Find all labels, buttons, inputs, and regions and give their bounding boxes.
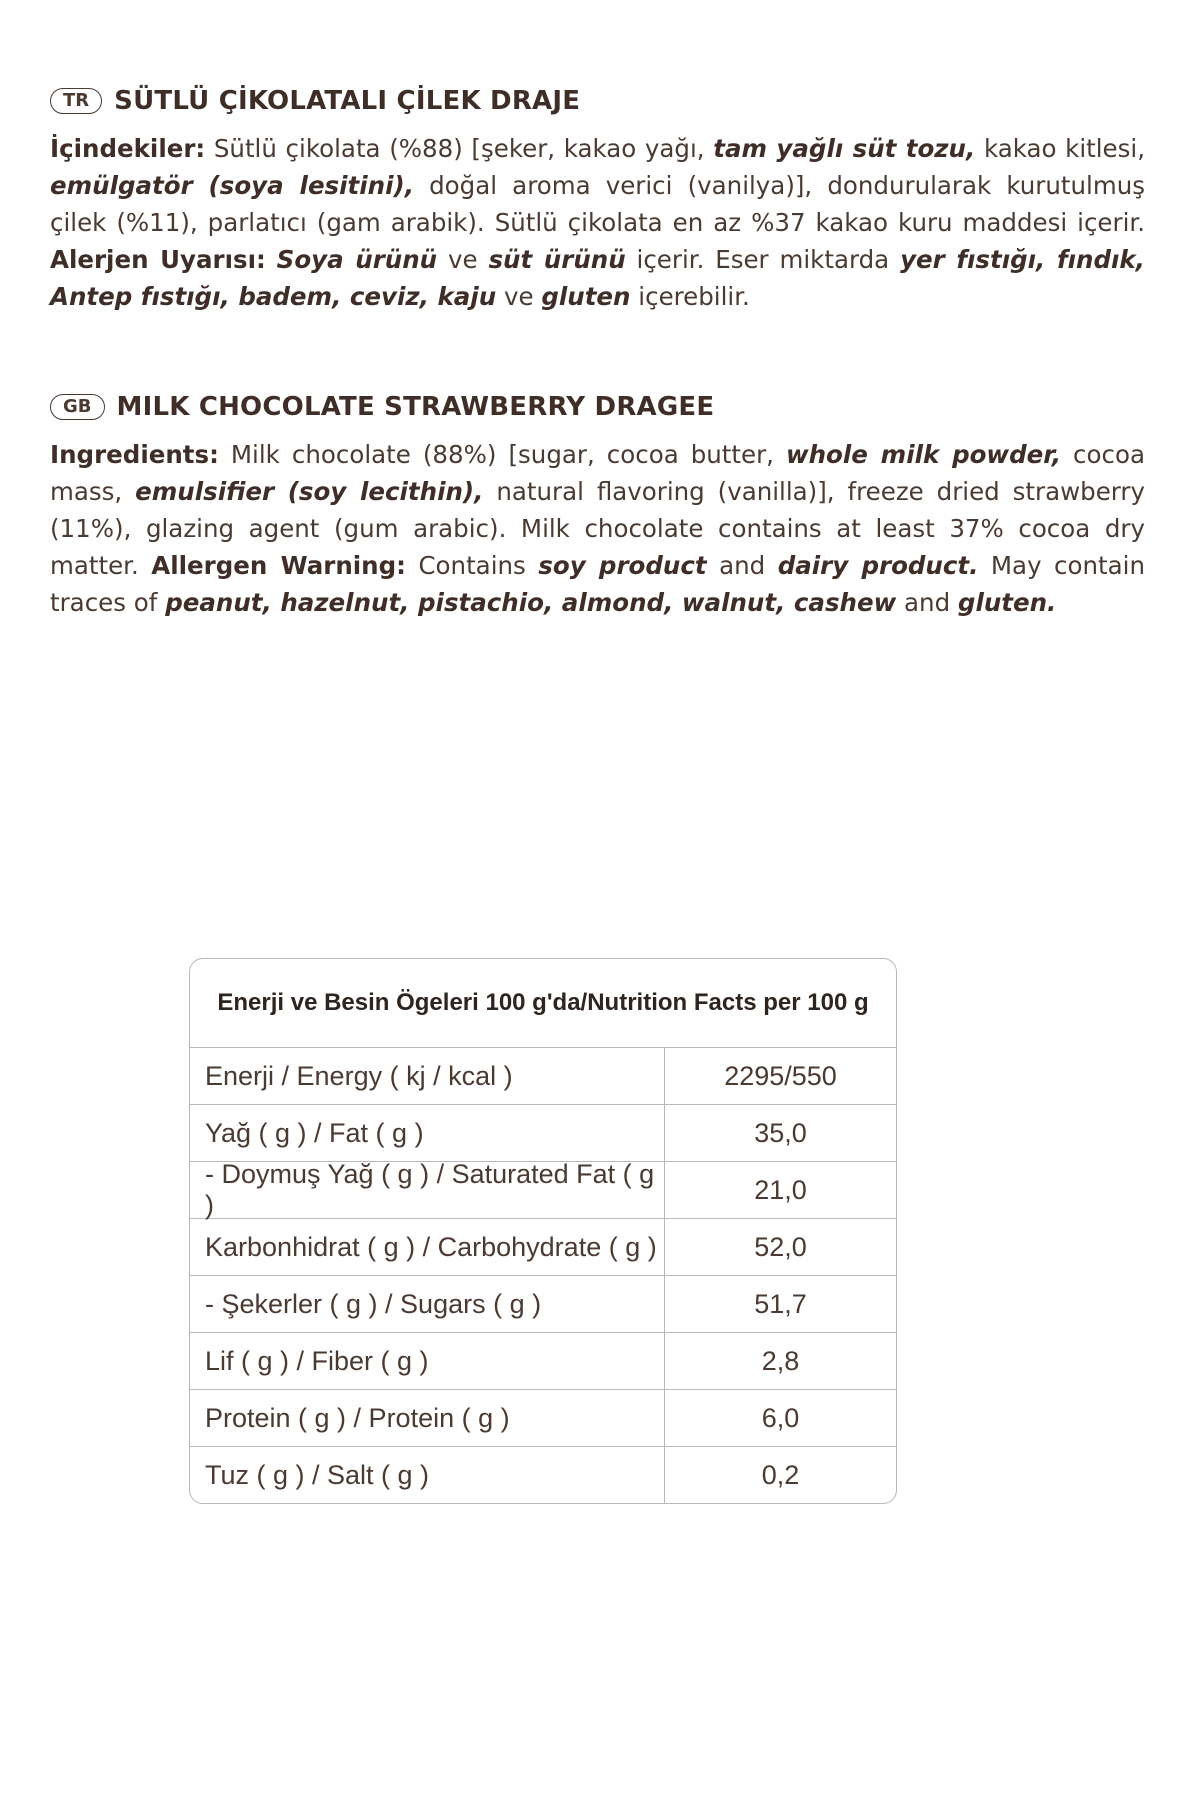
nutrition-rows: [190, 1048, 896, 1503]
tr-text-segment: ve: [437, 245, 489, 274]
nutrient-value: 2295/550: [724, 1060, 837, 1091]
nutrient-value: 52,0: [754, 1231, 807, 1262]
gb-text-segment: dairy product.: [777, 551, 979, 580]
gb-text-segment: whole milk powder,: [785, 440, 1062, 469]
tr-text-segment: emülgatör (soya lesitini),: [50, 171, 414, 200]
tr-text-segment: içerebilir.: [630, 282, 750, 311]
english-heading: [50, 392, 1145, 422]
nutrient-label: Yağ ( g ) / Fat ( g ): [190, 1105, 665, 1161]
tr-text-segment: Sütlü çikolata (%88) [şeker, kakao yağı,: [205, 134, 714, 163]
nutrition-row: [190, 1048, 896, 1105]
english-ingredients-text: [50, 436, 1145, 621]
gb-text-segment: Ingredients:: [50, 440, 219, 469]
tr-text-segment: süt ürünü: [488, 245, 626, 274]
nutrient-label: Enerji / Energy ( kj / kcal ): [190, 1048, 665, 1104]
nutrient-label: Protein ( g ) / Protein ( g ): [190, 1390, 665, 1446]
tr-text-segment: Alerjen Uyarısı:: [50, 245, 266, 274]
tr-text-segment: kakao kitlesi,: [975, 134, 1145, 163]
gb-text-segment: cocoa mass,: [50, 440, 1145, 506]
tr-language-badge: TR: [50, 88, 102, 114]
turkish-ingredients-text: [50, 130, 1145, 315]
english-section: [50, 392, 1145, 621]
gb-text-segment: and: [896, 588, 958, 617]
nutrient-value: 35,0: [754, 1117, 807, 1148]
english-product-title: MILK CHOCOLATE STRAWBERRY DRAGEE: [116, 392, 715, 422]
nutrition-row: [190, 1390, 896, 1447]
tr-text-segment: yer fıstığı, fındık, Antep fıstığı, badem, ceviz, kaju: [50, 245, 1145, 311]
nutrition-row: [190, 1159, 896, 1220]
gb-text-segment: May contain traces of: [50, 551, 1146, 617]
nutrient-value: 51,7: [754, 1288, 807, 1319]
nutrition-row: [190, 1333, 896, 1390]
tr-text-segment: Soya ürünü: [276, 245, 438, 274]
tr-text-segment: İçindekiler:: [50, 134, 206, 163]
turkish-product-title: SÜTLÜ ÇİKOLATALI ÇİLEK DRAJE: [114, 86, 581, 116]
gb-text-segment: and: [706, 551, 778, 580]
nutrient-label: - Şekerler ( g ) / Sugars ( g ): [190, 1276, 665, 1332]
nutrient-value: 0,2: [761, 1459, 800, 1490]
gb-text-segment: natural flavoring (vanilla)], freeze dried strawberry (11%), glazing agent (gum arabic). Milk chocolate contains at least 37% cocoa dry matter.: [50, 477, 1145, 580]
tr-text-segment: gluten: [541, 282, 631, 311]
tr-text-segment: tam yağlı süt tozu,: [713, 134, 976, 163]
nutrient-label: Lif ( g ) / Fiber ( g ): [190, 1333, 665, 1389]
nutrient-value: 2,8: [761, 1345, 800, 1376]
turkish-section: [50, 86, 1145, 315]
nutrient-label: Tuz ( g ) / Salt ( g ): [190, 1447, 665, 1503]
tr-text-segment: doğal aroma verici (vanilya)], dondurularak kurutulmuş çilek (%11), parlatıcı (gam arabik). Sütlü çikolata en az %37 kakao kuru maddesi içerir.: [50, 171, 1145, 237]
gb-text-segment: soy product: [538, 551, 707, 580]
gb-text-segment: Contains: [405, 551, 539, 580]
nutrition-row: [190, 1105, 896, 1162]
nutrient-value: 6,0: [761, 1402, 800, 1433]
turkish-heading: [50, 86, 1145, 116]
gb-text-segment: peanut, hazelnut, pistachio, almond, walnut, cashew: [165, 588, 897, 617]
gb-text-segment: Milk chocolate (88%) [sugar, cocoa butter,: [218, 440, 786, 469]
nutrition-row: [190, 1276, 896, 1333]
gb-language-badge: GB: [50, 394, 105, 420]
nutrition-row: [190, 1219, 896, 1276]
nutrient-label: Karbonhidrat ( g ) / Carbohydrate ( g ): [190, 1219, 665, 1275]
tr-text-segment: içerir. Eser miktarda: [625, 245, 901, 274]
nutrient-value: 21,0: [754, 1174, 807, 1205]
nutrition-facts-table: [189, 958, 897, 1504]
nutrient-label: - Doymuş Yağ ( g ) / Saturated Fat ( g ): [190, 1162, 665, 1218]
tr-text-segment: [266, 245, 277, 274]
nutrition-row: [190, 1447, 896, 1503]
nutrition-table-header: Enerji ve Besin Ögeleri 100 g'da/Nutrition Facts per 100 g: [190, 959, 896, 1048]
tr-text-segment: ve: [496, 282, 542, 311]
gb-text-segment: emulsifier (soy lecithin),: [135, 477, 484, 506]
gb-text-segment: gluten.: [957, 588, 1057, 617]
gb-text-segment: Allergen Warning:: [151, 551, 406, 580]
